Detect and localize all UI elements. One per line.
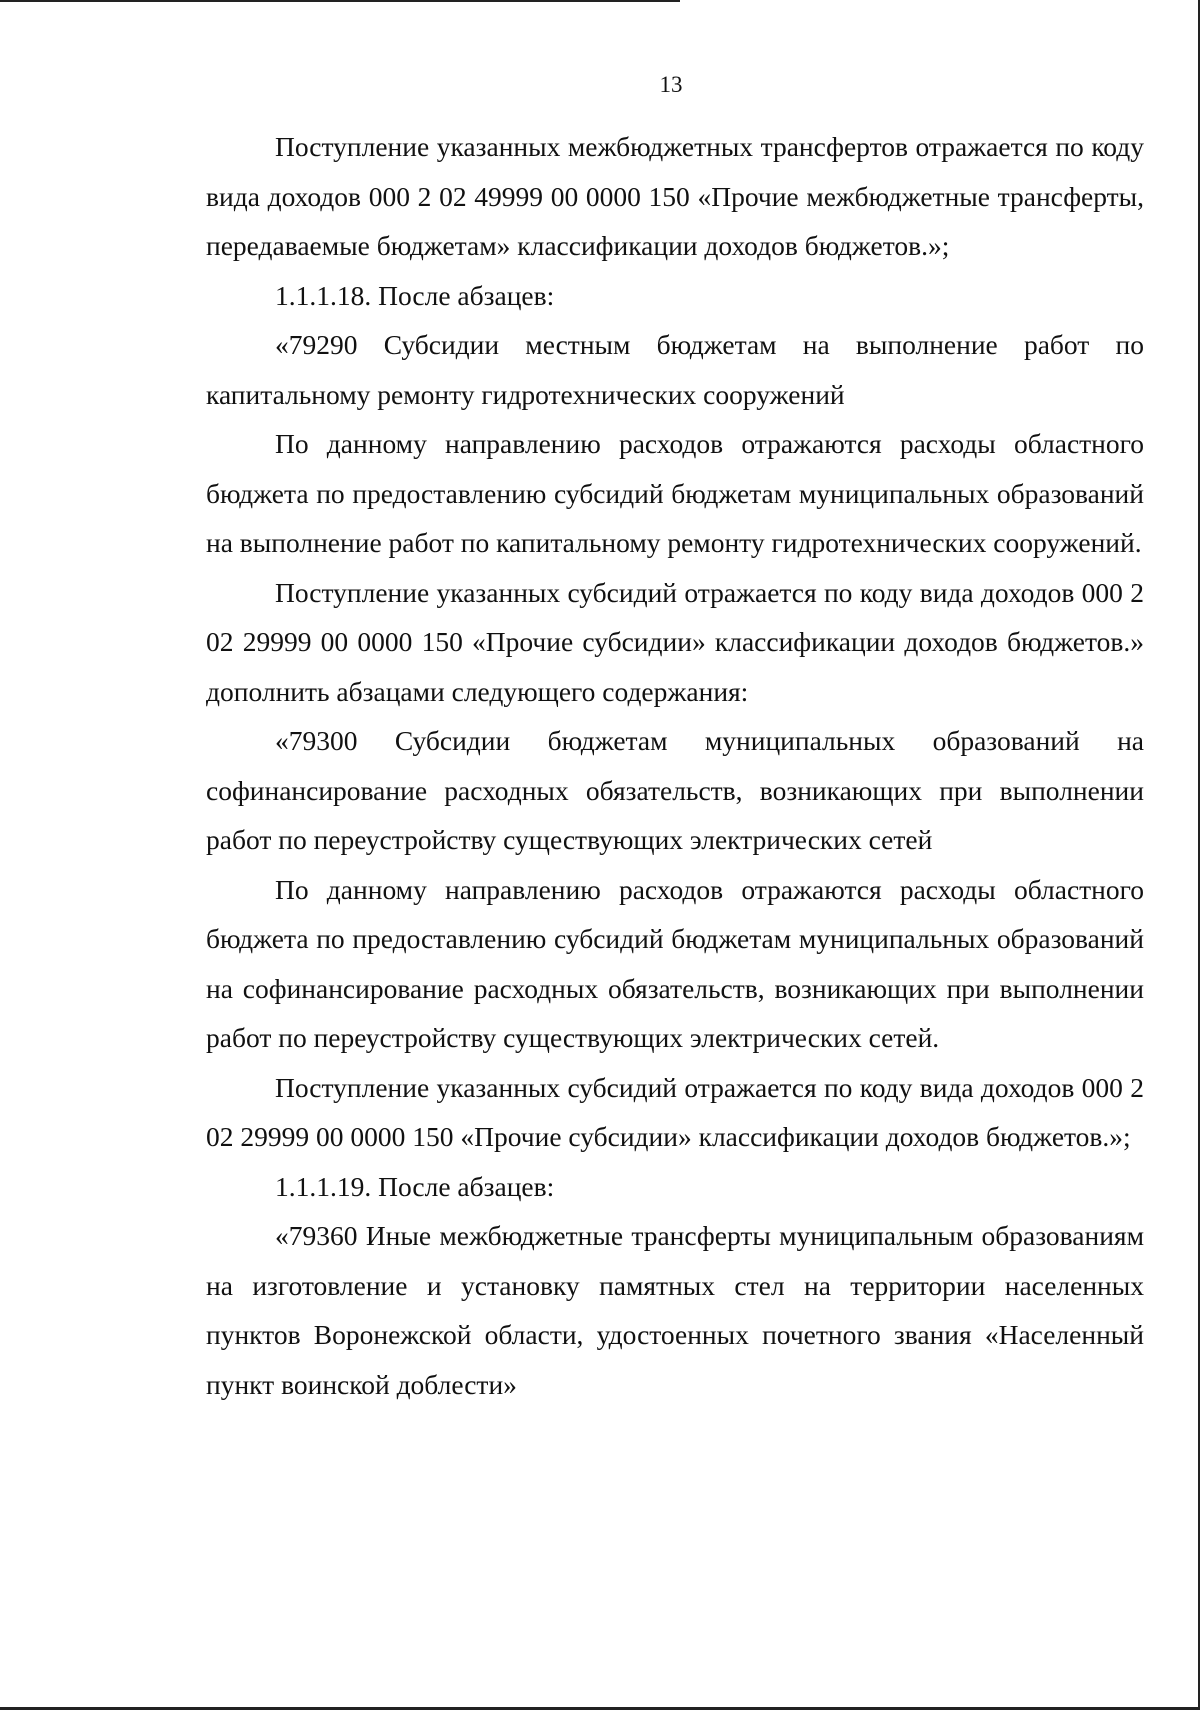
document-body — [206, 122, 1144, 1409]
paragraph: «79300 Субсидии бюджетам муниципальных образований на софинансирование расходных обязательств, возникающих при выполнении работ по переустройству существующих электрических сетей — [206, 725, 1144, 855]
paragraph: По данному направлению расходов отражаются расходы областного бюджета по предоставлению субсидий бюджетам муниципальных образований на выполнение работ по капитальному ремонту гидротехнических сооружений. — [206, 428, 1144, 558]
page-number: 13 — [659, 72, 683, 97]
paragraph: 1.1.1.18. После абзацев: — [275, 279, 555, 311]
paragraph: Поступление указанных субсидий отражается по коду вида доходов 000 2 02 29999 00 0000 150 «Прочие субсидии» классификации доходов бюджетов.»; — [206, 1071, 1144, 1152]
scan-edge-top — [0, 0, 680, 2]
paragraph: «79360 Иные межбюджетные трансферты муниципальным образованиям на изготовление и установку памятных стел на территории населенных пунктов Воронежской области, удостоенных почетного звания «Населенный пункт воинской доблести» — [206, 1220, 1144, 1400]
paragraph: «79290 Субсидии местным бюджетам на выполнение работ по капитальному ремонту гидротехнических сооружений — [206, 329, 1144, 410]
paragraph: 1.1.1.19. После абзацев: — [275, 1170, 555, 1202]
paragraph: Поступление указанных межбюджетных трансфертов отражается по коду вида доходов 000 2 02 49999 00 0000 150 «Прочие межбюджетные трансферты, передаваемые бюджетам» классификации доходов бюджетов.»; — [206, 131, 1144, 261]
paragraph: Поступление указанных субсидий отражается по коду вида доходов 000 2 02 29999 00 0000 150 «Прочие субсидии» классификации доходов бюджетов.» дополнить абзацами следующего содержания: — [206, 576, 1144, 707]
paragraph: По данному направлению расходов отражаются расходы областного бюджета по предоставлению субсидий бюджетам муниципальных образований на софинансирование расходных обязательств, возникающих при выполнении работ по переустройству существующих электрических сетей. — [206, 873, 1144, 1053]
